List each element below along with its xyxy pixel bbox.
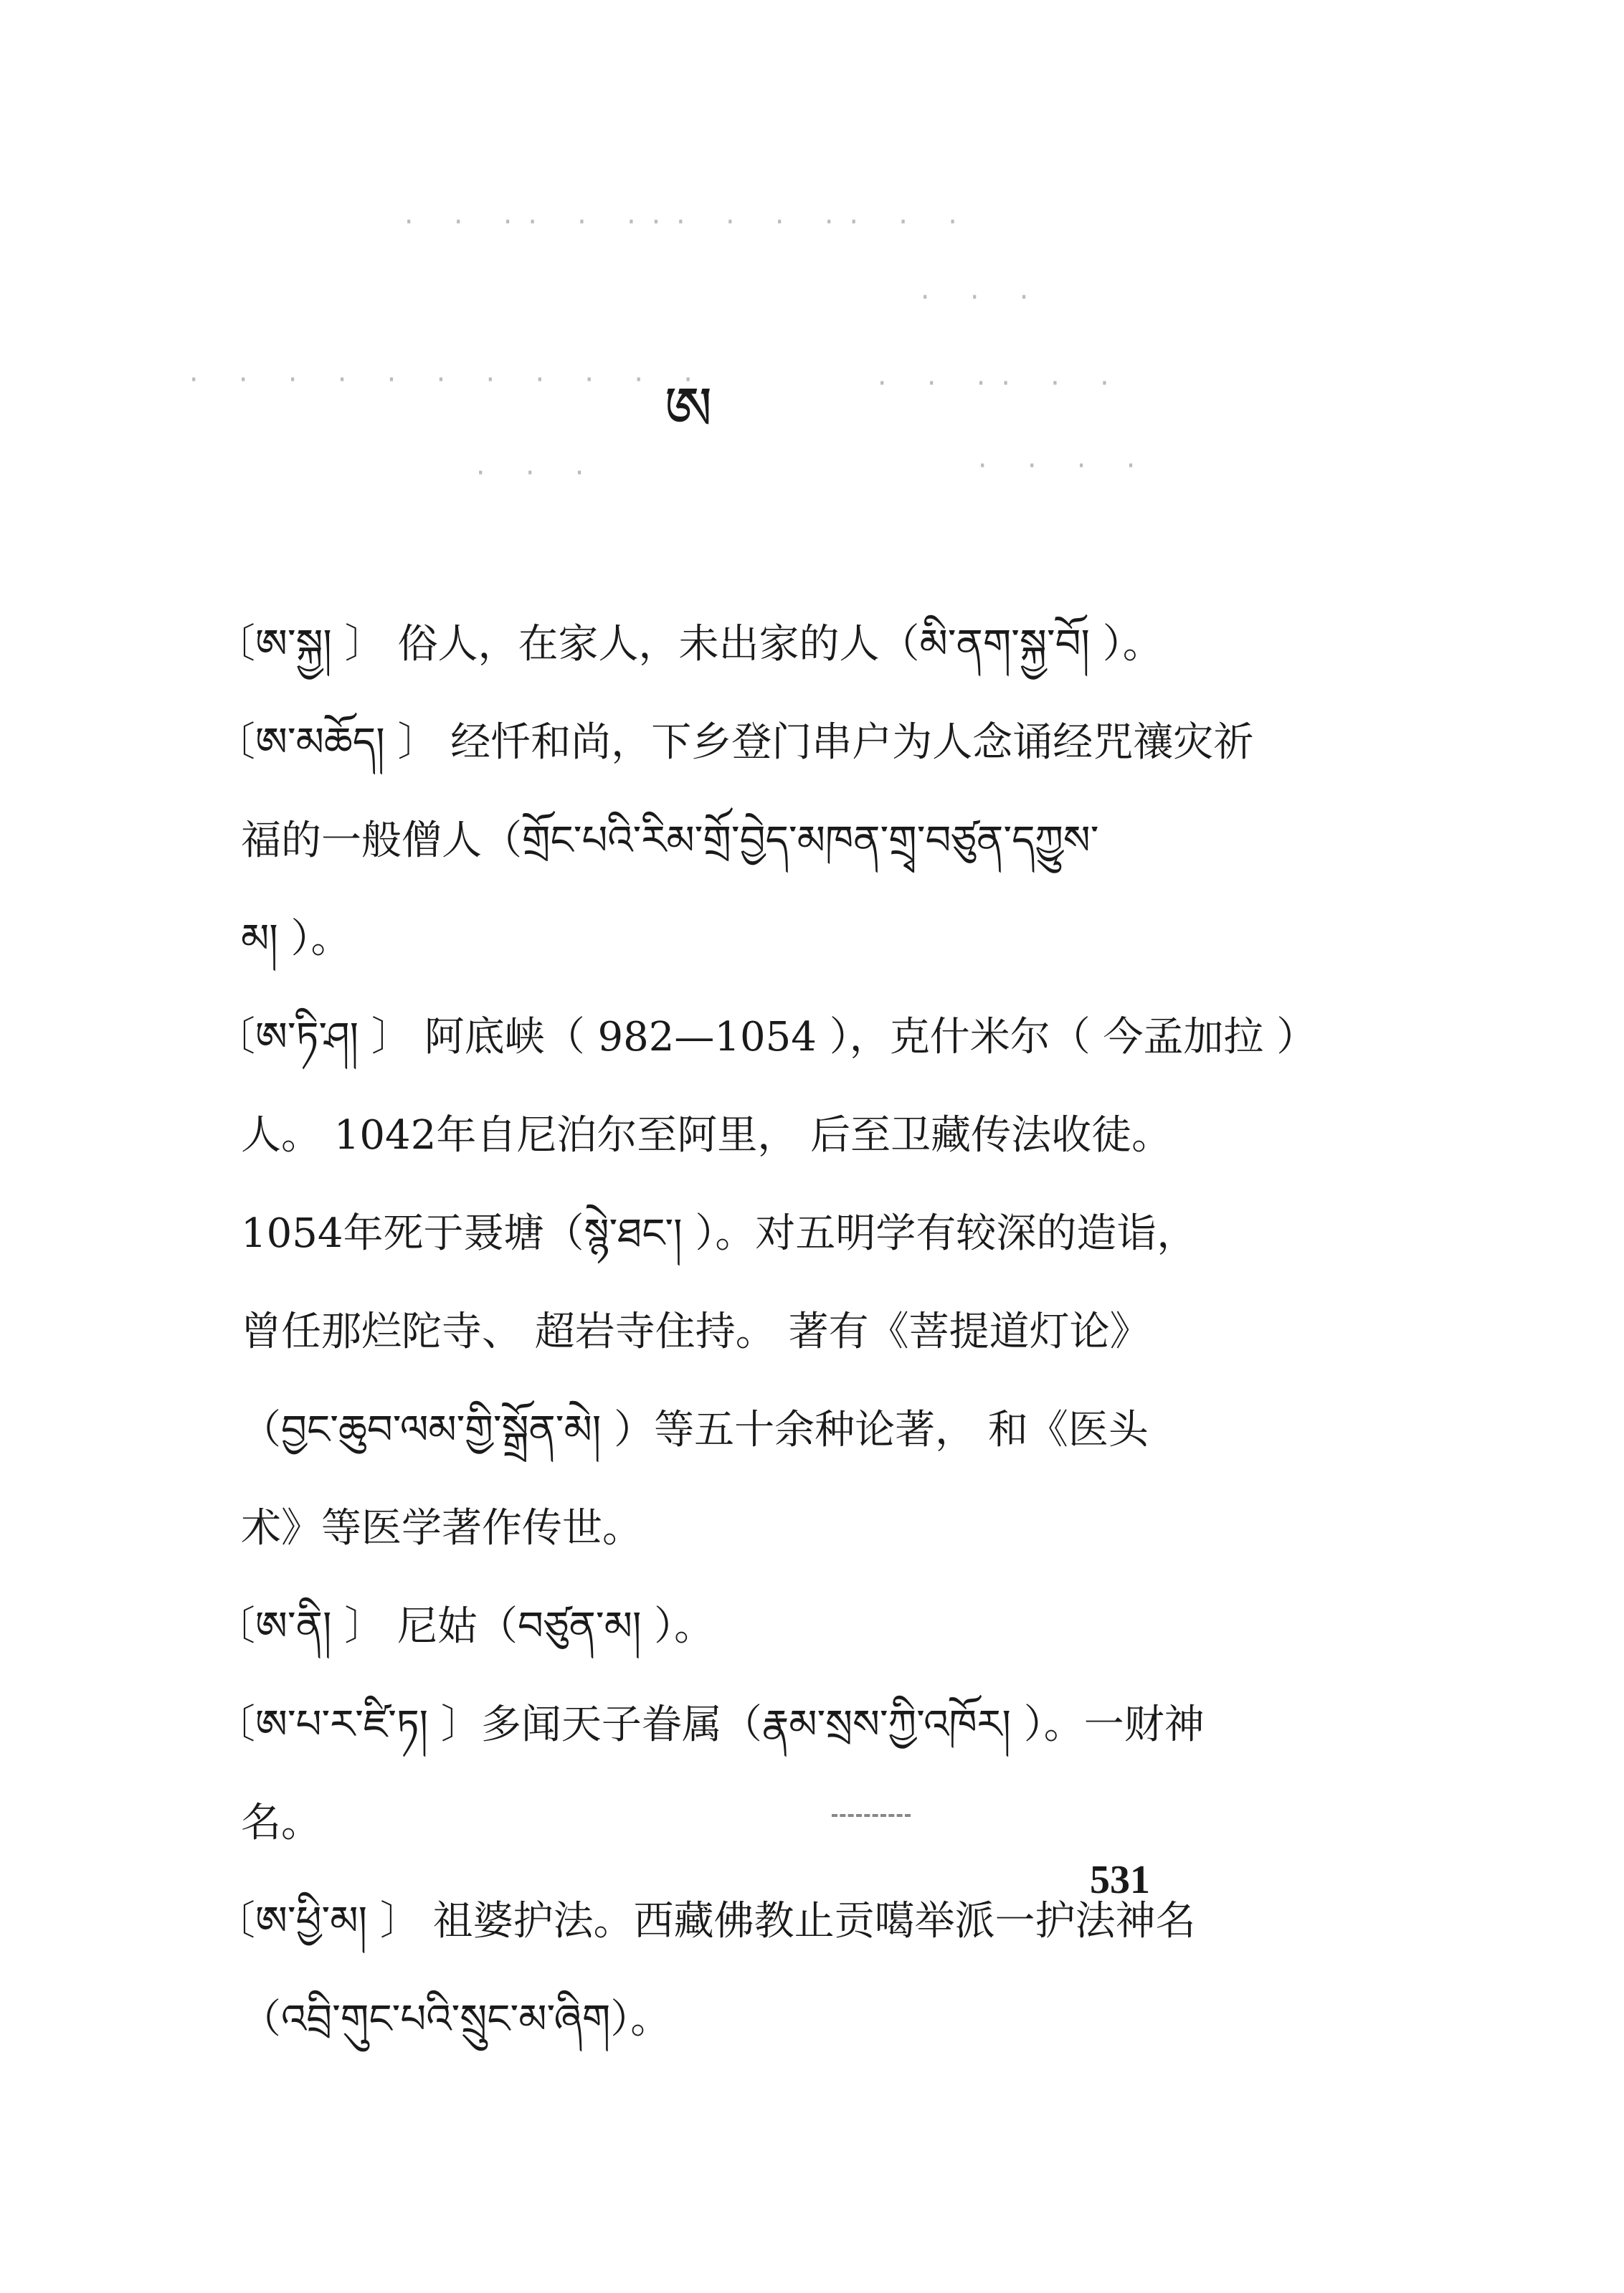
bleed-through-noise: · · · ·	[975, 452, 1149, 480]
dictionary-entry	[215, 988, 1317, 1577]
entry-line: 〔ཨ་པ་ར་ཛི་ཏ། 〕多闻天子眷属（རྣམ་སྲས་ཀྱི་འཁོར། ）。一财神	[215, 1701, 1205, 1748]
dictionary-entry	[215, 595, 1233, 693]
entry-line: 福的一般僧人（གྲོང་པའི་རིམ་གྲོ་བྱེད་མཁན་གྲྭ་བཙུན་དཀྱུས་	[241, 817, 1099, 864]
entry-line: 1054年死于聂塘（སྙེ་ཐང་། ）。对五明学有较深的造诣，	[241, 1210, 1197, 1257]
bleed-through-noise: · · ·· · ·	[875, 369, 1122, 398]
bleed-through-noise: · · ·· · ··· · · ·· · ·	[402, 208, 970, 237]
ink-mark	[832, 1814, 911, 1820]
entry-list	[215, 595, 1317, 2069]
entry-line: 〔ཨ་ནི། 〕 尼姑（བཙུན་མ། ）。	[215, 1603, 715, 1650]
page-number: 531	[1090, 1858, 1150, 1902]
entry-line: 〔ཨ་མཆོད། 〕 经忏和尚，下乡登门串户为人念诵经咒禳灾祈	[215, 719, 1254, 766]
entry-line: 〔ཨ་ཏི་ཤ། 〕 阿底峡（ 982—1054 ），克什米尔（ 今孟加拉 ）	[215, 1014, 1317, 1060]
dictionary-entry	[215, 693, 1254, 988]
entry-line: 曾任那烂陀寺、 超岩寺住持。 著有《菩提道灯论》	[241, 1309, 1150, 1355]
bleed-through-noise: · · · · · · · · · · ·	[186, 366, 706, 394]
entry-line: 术》等医学著作传世。	[241, 1505, 642, 1552]
entry-line: 〔ཨ་སྐྱ། 〕 俗人，在家人，未出家的人（མི་ནག་སྐྱ་བོ། ）。	[215, 621, 1163, 668]
entry-line: 〔ཨ་ཕྱི་མ། 〕 祖婆护法。西藏佛教止贡噶举派一护法神名	[215, 1898, 1196, 1945]
entry-line: （བྱང་ཆུབ་ལམ་གྱི་སྒྲོན་མེ། ）等五十余种论著， 和《医头	[241, 1407, 1149, 1453]
dictionary-entry	[215, 1872, 1233, 2069]
entry-line: 人。 1042年自尼泊尔至阿里， 后至卫藏传法收徒。	[241, 1112, 1172, 1159]
entry-line: མ། ）。	[241, 916, 351, 962]
bleed-through-noise: · · ·	[473, 459, 597, 488]
dictionary-entry	[215, 1577, 1233, 1676]
section-letter: ཨ	[664, 374, 713, 444]
bleed-through-noise: · · ·	[918, 283, 1042, 312]
dictionary-entry	[215, 1676, 1233, 1872]
entry-line: （འབྲི་གུང་པའི་སྲུང་མ་ཞིག）。	[241, 1996, 671, 2043]
entry-line: 名。	[241, 1800, 321, 1846]
